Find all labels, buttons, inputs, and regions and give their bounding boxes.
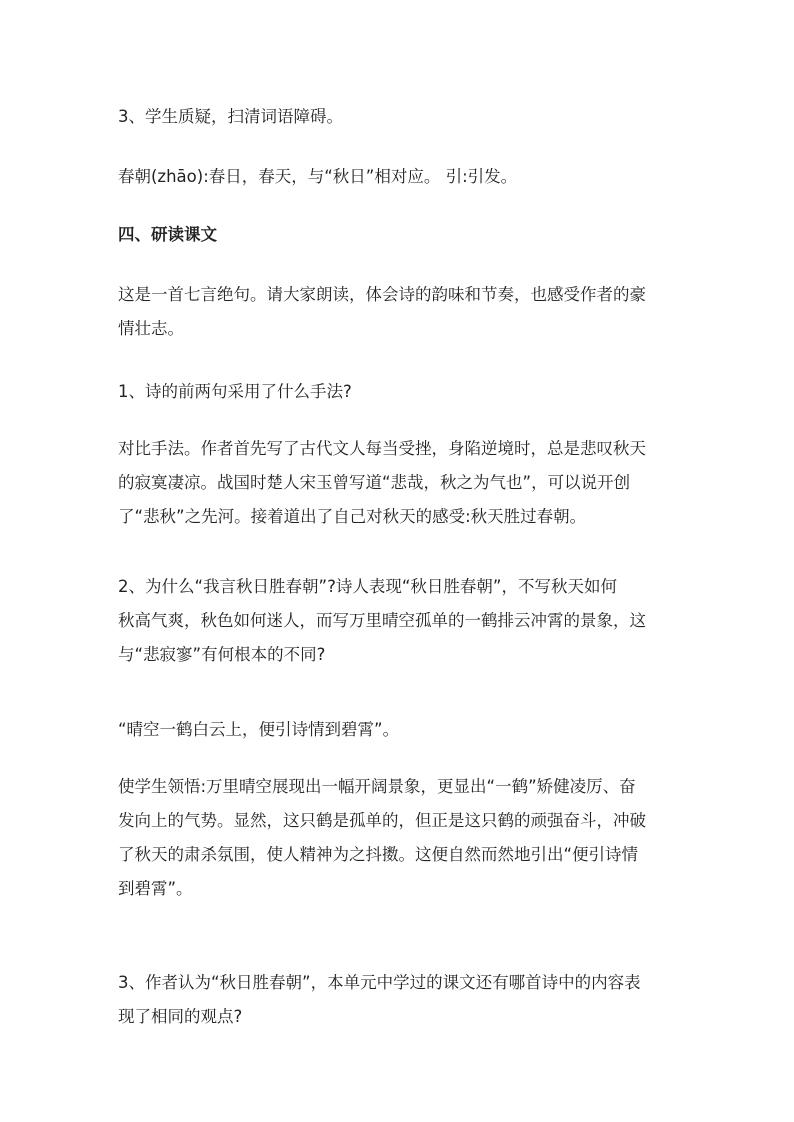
text-line: 2、为什么“我言秋日胜春朝”?诗人表现“秋日胜春朝”，不写秋天如何 <box>118 577 617 596</box>
text-line: 四、研读课文 <box>118 225 217 244</box>
poem-quote <box>118 713 678 747</box>
text-line: “晴空一鹤白云上，便引诗情到碧霄”。 <box>118 720 400 739</box>
text-line: 对比手法。作者首先写了古代文人每当受挫，身陷逆境时，总是悲叹秋天 <box>118 439 646 458</box>
text-line: 了秋天的肃杀氛围，使人精神为之抖擞。这便自然而然地引出“便引诗情 <box>118 845 639 864</box>
text-line: 与“悲寂寥”有何根本的不同? <box>118 645 326 664</box>
text-line: 到碧霄”。 <box>118 879 193 898</box>
question-2 <box>118 570 678 672</box>
text-line: 发向上的气势。显然，这只鹤是孤单的，但正是这只鹤的顽强奋斗，冲破 <box>118 811 646 830</box>
question-3-intro <box>118 100 678 134</box>
text-line: 这是一首七言绝句。请大家朗读，体会诗的韵味和节奏，也感受作者的豪 <box>118 285 646 304</box>
section-heading <box>118 218 678 252</box>
text-line: 使学生领悟:万里晴空展现出一幅开阔景象，更显出“一鹤”矫健凌厉、奋 <box>118 777 636 796</box>
text-line: 了“悲秋”之先河。接着道出了自己对秋天的感受:秋天胜过春朝。 <box>118 507 587 526</box>
text-line: 3、作者认为“秋日胜春朝”，本单元中学过的课文还有哪首诗中的内容表 <box>118 973 641 992</box>
text-line: 3、学生质疑，扫清词语障碍。 <box>118 107 343 126</box>
answer-2 <box>118 770 678 906</box>
intro-paragraph <box>118 278 678 346</box>
text-line: 情壮志。 <box>118 319 184 338</box>
answer-1 <box>118 432 678 534</box>
question-3 <box>118 966 678 1034</box>
text-line: 春朝(zhāo):春日，春天，与“秋日”相对应。 引:引发。 <box>118 167 518 186</box>
question-1 <box>118 375 678 409</box>
text-line: 1、诗的前两句采用了什么手法? <box>118 382 352 401</box>
text-line: 现了相同的观点? <box>118 1007 243 1026</box>
text-line: 秋高气爽，秋色如何迷人，而写万里晴空孤单的一鹤排云冲霄的景象，这 <box>118 611 646 630</box>
text-line: 的寂寞凄凉。战国时楚人宋玉曾写道“悲哉，秋之为气也”，可以说开创 <box>118 473 631 492</box>
vocab-note <box>118 160 678 194</box>
